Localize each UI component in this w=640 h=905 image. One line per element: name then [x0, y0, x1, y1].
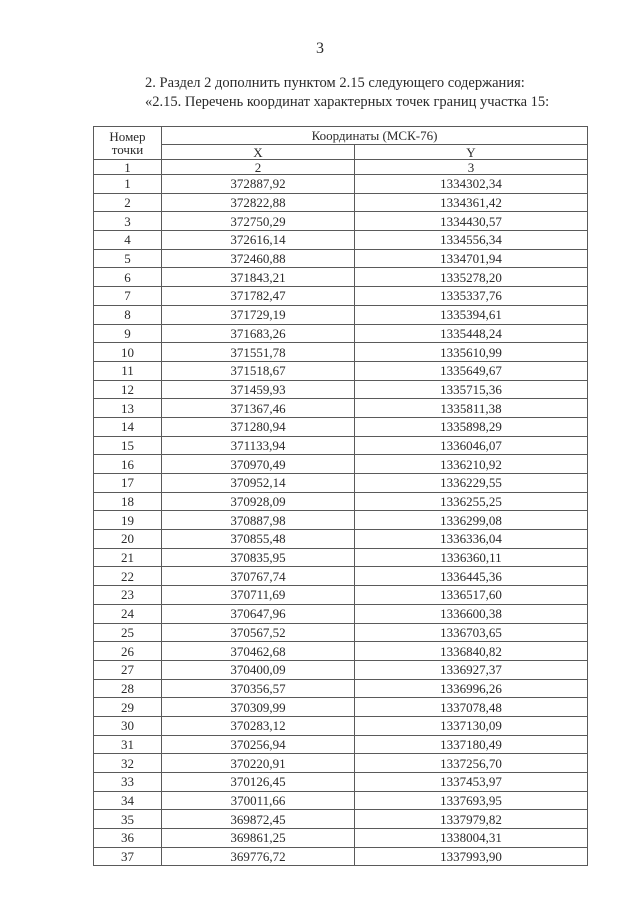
point-number-cell: 31 — [94, 735, 162, 754]
y-coordinate-cell: 1336360,11 — [355, 548, 588, 567]
x-coordinate-cell: 369776,72 — [162, 847, 355, 866]
point-number-cell: 22 — [94, 567, 162, 586]
x-coordinate-cell: 369861,25 — [162, 829, 355, 848]
y-coordinate-cell: 1337453,97 — [355, 773, 588, 792]
table-row — [94, 548, 588, 567]
y-coordinate-cell: 1338004,31 — [355, 829, 588, 848]
x-coordinate-cell: 370256,94 — [162, 735, 355, 754]
point-number-cell: 28 — [94, 679, 162, 698]
y-coordinate-cell: 1336336,04 — [355, 530, 588, 549]
table-row — [94, 212, 588, 231]
point-number-cell: 14 — [94, 417, 162, 436]
table-row — [94, 268, 588, 287]
point-number-cell: 24 — [94, 604, 162, 623]
table-row — [94, 716, 588, 735]
point-number-cell: 29 — [94, 698, 162, 717]
point-number-cell: 18 — [94, 492, 162, 511]
point-number-cell: 5 — [94, 249, 162, 268]
table-row — [94, 305, 588, 324]
table-row — [94, 380, 588, 399]
table-row — [94, 399, 588, 418]
y-coordinate-cell: 1336840,82 — [355, 642, 588, 661]
y-coordinate-cell: 1335278,20 — [355, 268, 588, 287]
x-coordinate-cell: 370011,66 — [162, 791, 355, 810]
x-coordinate-cell: 370647,96 — [162, 604, 355, 623]
x-coordinate-cell: 371280,94 — [162, 417, 355, 436]
point-number-cell: 19 — [94, 511, 162, 530]
point-number-header-line2: точки — [111, 142, 144, 157]
y-coordinate-cell: 1337180,49 — [355, 735, 588, 754]
table-row — [94, 810, 588, 829]
point-number-cell: 32 — [94, 754, 162, 773]
intro-line-2: «2.15. Перечень координат характерных точек границ участка 15: — [145, 94, 550, 110]
coords-header: Координаты (МСК-76) — [162, 127, 588, 145]
y-coordinate-cell: 1336229,55 — [355, 474, 588, 493]
y-coordinate-cell: 1337256,70 — [355, 754, 588, 773]
table-row — [94, 455, 588, 474]
point-number-cell: 37 — [94, 847, 162, 866]
y-coordinate-cell: 1336299,08 — [355, 511, 588, 530]
y-coordinate-cell: 1336927,37 — [355, 660, 588, 679]
y-coordinate-cell: 1337993,90 — [355, 847, 588, 866]
table-row — [94, 754, 588, 773]
table-row — [94, 735, 588, 754]
x-coordinate-cell: 372887,92 — [162, 175, 355, 194]
point-number-header — [94, 127, 162, 160]
x-coordinate-cell: 370767,74 — [162, 567, 355, 586]
x-coordinate-cell: 370126,45 — [162, 773, 355, 792]
point-number-cell: 4 — [94, 231, 162, 250]
point-number-cell: 20 — [94, 530, 162, 549]
y-coordinate-cell: 1335610,99 — [355, 343, 588, 362]
point-number-cell: 26 — [94, 642, 162, 661]
x-coordinate-cell: 369872,45 — [162, 810, 355, 829]
y-coordinate-cell: 1335448,24 — [355, 324, 588, 343]
x-coordinate-cell: 370283,12 — [162, 716, 355, 735]
point-number-cell: 17 — [94, 474, 162, 493]
x-coordinate-cell: 370835,95 — [162, 548, 355, 567]
y-coordinate-cell: 1335898,29 — [355, 417, 588, 436]
point-number-cell: 1 — [94, 175, 162, 194]
y-coordinate-cell: 1334701,94 — [355, 249, 588, 268]
point-number-cell: 2 — [94, 193, 162, 212]
point-number-cell: 12 — [94, 380, 162, 399]
x-coordinate-cell: 370356,57 — [162, 679, 355, 698]
point-number-cell: 6 — [94, 268, 162, 287]
table-row — [94, 231, 588, 250]
y-coordinate-cell: 1336600,38 — [355, 604, 588, 623]
x-coordinate-cell: 371683,26 — [162, 324, 355, 343]
x-coordinate-cell: 370220,91 — [162, 754, 355, 773]
point-number-cell: 27 — [94, 660, 162, 679]
table-row — [94, 604, 588, 623]
x-coordinate-cell: 371782,47 — [162, 287, 355, 306]
table-row — [94, 492, 588, 511]
point-number-cell: 30 — [94, 716, 162, 735]
y-coordinate-cell: 1336703,65 — [355, 623, 588, 642]
point-number-cell: 15 — [94, 436, 162, 455]
table-row — [94, 679, 588, 698]
y-coordinate-cell: 1334361,42 — [355, 193, 588, 212]
x-coordinate-cell: 370400,09 — [162, 660, 355, 679]
x-coordinate-cell: 370970,49 — [162, 455, 355, 474]
y-coordinate-cell: 1336210,92 — [355, 455, 588, 474]
point-number-cell: 11 — [94, 361, 162, 380]
x-coordinate-cell: 371843,21 — [162, 268, 355, 287]
point-number-header-line1: Номер — [109, 129, 146, 144]
y-coordinate-cell: 1336255,25 — [355, 492, 588, 511]
y-coordinate-cell: 1335649,67 — [355, 361, 588, 380]
y-coordinate-cell: 1337693,95 — [355, 791, 588, 810]
point-number-cell: 13 — [94, 399, 162, 418]
x-coordinate-cell: 371367,46 — [162, 399, 355, 418]
table-row — [94, 623, 588, 642]
table-row — [94, 343, 588, 362]
table-row — [94, 287, 588, 306]
point-number-cell: 36 — [94, 829, 162, 848]
x-header: X — [162, 145, 355, 160]
y-coordinate-cell: 1337078,48 — [355, 698, 588, 717]
point-number-cell: 34 — [94, 791, 162, 810]
point-number-cell: 10 — [94, 343, 162, 362]
table-row — [94, 436, 588, 455]
x-coordinate-cell: 370855,48 — [162, 530, 355, 549]
intro-text — [145, 74, 549, 112]
y-coordinate-cell: 1334556,34 — [355, 231, 588, 250]
point-number-cell: 7 — [94, 287, 162, 306]
table-row — [94, 324, 588, 343]
y-coordinate-cell: 1335337,76 — [355, 287, 588, 306]
y-coordinate-cell: 1335394,61 — [355, 305, 588, 324]
table-row — [94, 361, 588, 380]
intro-line-1: 2. Раздел 2 дополнить пунктом 2.15 следующего содержания: — [145, 75, 525, 91]
point-number-cell: 35 — [94, 810, 162, 829]
column-index-1: 1 — [94, 160, 162, 175]
y-header: Y — [355, 145, 588, 160]
column-index-3: 3 — [355, 160, 588, 175]
x-coordinate-cell: 370711,69 — [162, 586, 355, 605]
point-number-cell: 23 — [94, 586, 162, 605]
table-row — [94, 829, 588, 848]
y-coordinate-cell: 1335715,36 — [355, 380, 588, 399]
x-coordinate-cell: 372822,88 — [162, 193, 355, 212]
point-number-cell: 3 — [94, 212, 162, 231]
x-coordinate-cell: 372616,14 — [162, 231, 355, 250]
table-row — [94, 193, 588, 212]
table-row — [94, 791, 588, 810]
page-number: 3 — [316, 40, 324, 57]
table-row — [94, 249, 588, 268]
table-row — [94, 773, 588, 792]
point-number-cell: 16 — [94, 455, 162, 474]
point-number-cell: 21 — [94, 548, 162, 567]
column-index-2: 2 — [162, 160, 355, 175]
table-row — [94, 698, 588, 717]
point-number-cell: 33 — [94, 773, 162, 792]
table-row — [94, 567, 588, 586]
table-row — [94, 530, 588, 549]
x-coordinate-cell: 372460,88 — [162, 249, 355, 268]
y-coordinate-cell: 1337130,09 — [355, 716, 588, 735]
table-row — [94, 642, 588, 661]
x-coordinate-cell: 370462,68 — [162, 642, 355, 661]
x-coordinate-cell: 370887,98 — [162, 511, 355, 530]
table-row — [94, 586, 588, 605]
x-coordinate-cell: 370928,09 — [162, 492, 355, 511]
y-coordinate-cell: 1336517,60 — [355, 586, 588, 605]
x-coordinate-cell: 371518,67 — [162, 361, 355, 380]
x-coordinate-cell: 371551,78 — [162, 343, 355, 362]
table-row — [94, 847, 588, 866]
x-coordinate-cell: 370309,99 — [162, 698, 355, 717]
point-number-cell: 8 — [94, 305, 162, 324]
x-coordinate-cell: 370567,52 — [162, 623, 355, 642]
y-coordinate-cell: 1336046,07 — [355, 436, 588, 455]
table-row — [94, 511, 588, 530]
x-coordinate-cell: 371133,94 — [162, 436, 355, 455]
table-row — [94, 175, 588, 194]
y-coordinate-cell: 1334302,34 — [355, 175, 588, 194]
y-coordinate-cell: 1335811,38 — [355, 399, 588, 418]
x-coordinate-cell: 372750,29 — [162, 212, 355, 231]
table-row — [94, 660, 588, 679]
x-coordinate-cell: 370952,14 — [162, 474, 355, 493]
y-coordinate-cell: 1334430,57 — [355, 212, 588, 231]
y-coordinate-cell: 1336445,36 — [355, 567, 588, 586]
coordinates-table — [93, 126, 588, 866]
table-row — [94, 417, 588, 436]
point-number-cell: 25 — [94, 623, 162, 642]
point-number-cell: 9 — [94, 324, 162, 343]
x-coordinate-cell: 371459,93 — [162, 380, 355, 399]
y-coordinate-cell: 1336996,26 — [355, 679, 588, 698]
table-row — [94, 474, 588, 493]
y-coordinate-cell: 1337979,82 — [355, 810, 588, 829]
x-coordinate-cell: 371729,19 — [162, 305, 355, 324]
